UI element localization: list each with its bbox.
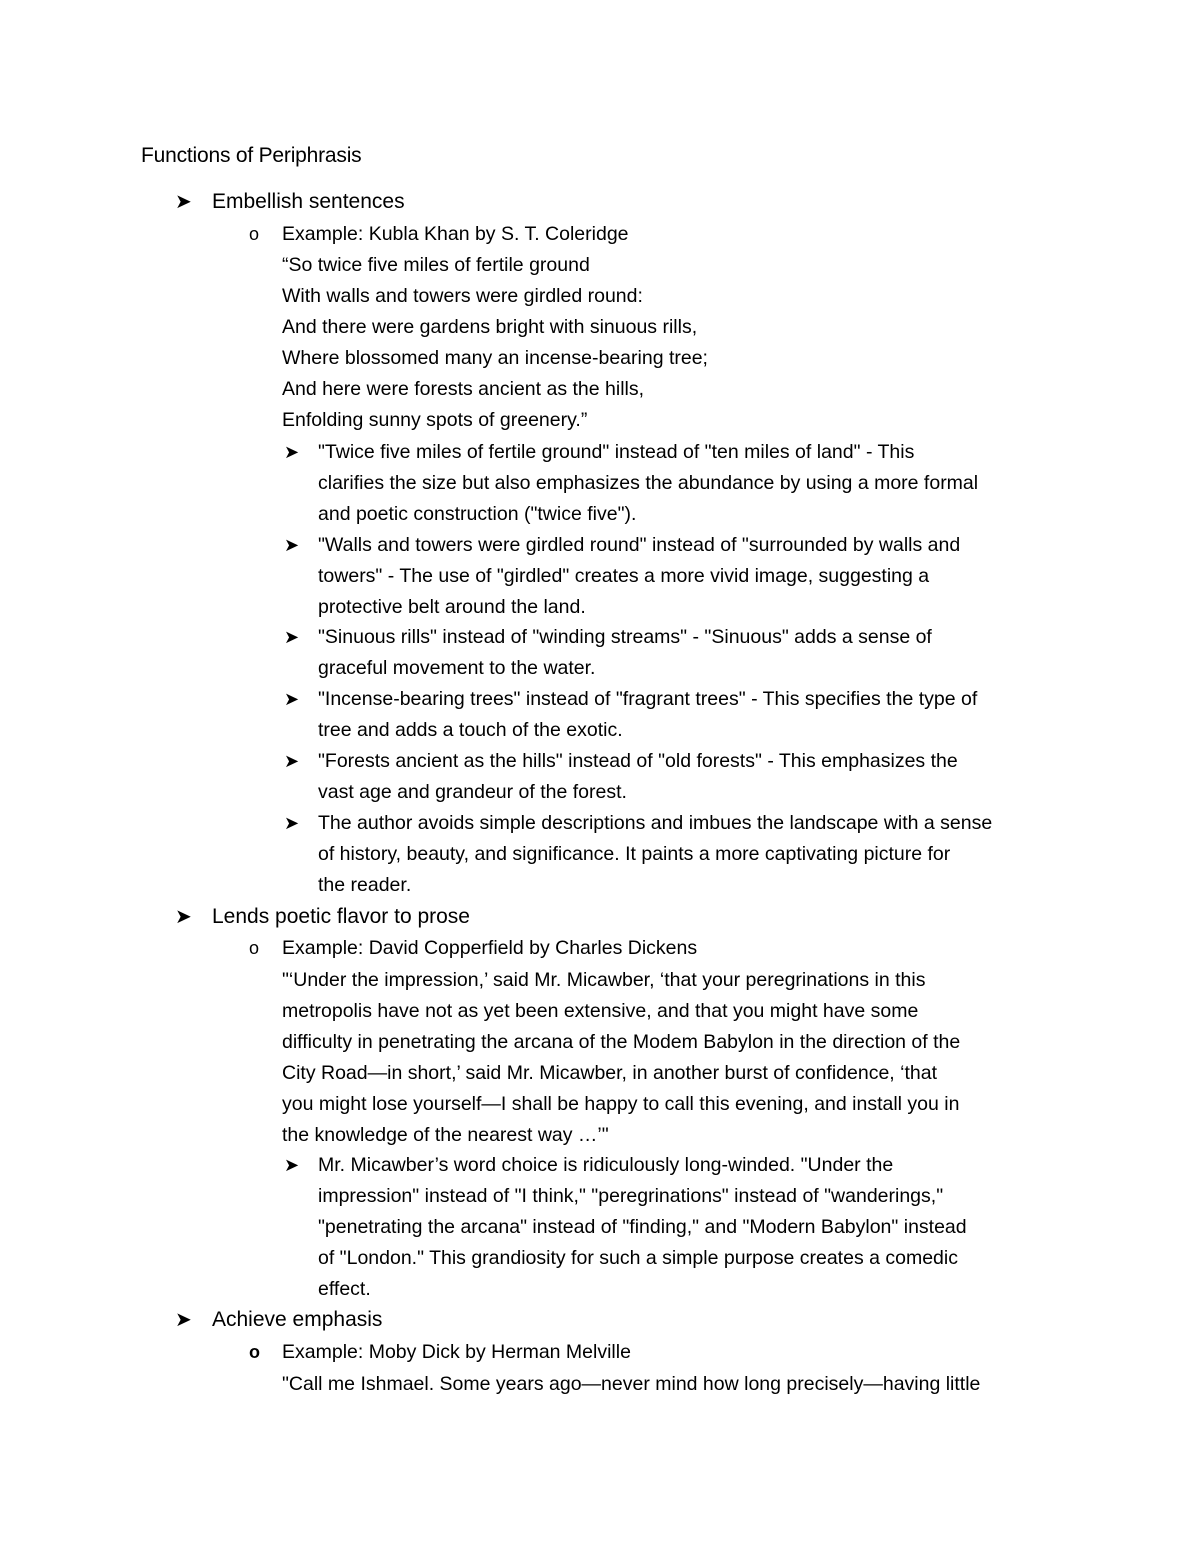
quote-line: the knowledge of the nearest way …’": [282, 1124, 609, 1146]
quote-line: Enfolding sunny spots of greenery.”: [282, 409, 588, 431]
example-item-david-copperfield: o Example: David Copperfield by Charles Dickens: [249, 933, 697, 964]
quote-line: metropolis have not as yet been extensive, and that you might have some: [282, 1000, 919, 1022]
arrowhead-bullet-icon: ➤: [284, 535, 300, 555]
arrowhead-bullet-icon: ➤: [284, 813, 300, 833]
analysis-note: ➤ The author avoids simple descriptions and imbues the landscape with a sense of history, beauty, and significance. It paints a more captivating picture for the reader.: [282, 808, 1072, 901]
page-title: Functions of Periphrasis: [141, 144, 362, 167]
quote-line: "Call me Ishmael. Some years ago—never mind how long precisely—having little: [282, 1373, 981, 1395]
quote-block-kubla-khan: [282, 250, 1072, 436]
arrowhead-bullet-icon: ➤: [284, 442, 300, 462]
quote-line: “So twice five miles of fertile ground: [282, 254, 590, 276]
circle-bullet-icon: o: [249, 224, 260, 244]
circle-bullet-icon: o: [249, 1342, 260, 1362]
quote-line: "‘Under the impression,’ said Mr. Micawber, ‘that your peregrinations in this: [282, 969, 926, 991]
analysis-note: ➤ "Forests ancient as the hills" instead of "old forests" - This emphasizes the vast age and grandeur of the forest.: [282, 746, 1072, 808]
circle-bullet-icon: o: [249, 938, 260, 958]
arrowhead-bullet-icon: ➤: [284, 751, 300, 771]
analysis-note: ➤ "Sinuous rills" instead of "winding streams" - "Sinuous" adds a sense of graceful movement to the water.: [282, 622, 1072, 684]
analysis-note: ➤ Mr. Micawber’s word choice is ridiculously long-winded. "Under the impression" instead of "I think," "peregrinations" instead of "wanderings," "penetrating the arcana" instead of "finding," and "Modern Babylon" instead of "London." This grandiosity for such a simple purpose creates a comedic effect.: [282, 1150, 1072, 1305]
quote-line: City Road—in short,’ said Mr. Micawber, in another burst of confidence, ‘that: [282, 1062, 938, 1084]
analysis-note: ➤ "Walls and towers were girdled round" instead of "surrounded by walls and towers" - The use of "girdled" creates a more vivid image, suggesting a protective belt around the land.: [282, 530, 1072, 623]
quote-line: difficulty in penetrating the arcana of the Modem Babylon in the direction of the: [282, 1031, 961, 1053]
quote-line: And here were forests ancient as the hills,: [282, 378, 645, 400]
quote-line: Where blossomed many an incense-bearing tree;: [282, 347, 708, 369]
example-item-kubla-khan: o Example: Kubla Khan by S. T. Coleridge: [249, 219, 629, 250]
arrowhead-bullet-icon: ➤: [284, 689, 300, 709]
arrowhead-bullet-icon: ➤: [175, 191, 192, 213]
arrowhead-bullet-icon: ➤: [175, 1309, 192, 1331]
analysis-note: ➤ "Twice five miles of fertile ground" instead of "ten miles of land" - This clarifies the size but also emphasizes the abundance by using a more formal and poetic construction ("twice five").: [282, 437, 1072, 530]
section-heading-emphasis: ➤ Achieve emphasis: [175, 1305, 382, 1335]
analysis-note: ➤ "Incense-bearing trees" instead of "fragrant trees" - This specifies the type of tree and adds a touch of the exotic.: [282, 684, 1072, 746]
section-heading-embellish: ➤ Embellish sentences: [175, 187, 405, 217]
quote-line: And there were gardens bright with sinuous rills,: [282, 316, 698, 338]
quote-line: With walls and towers were girdled round:: [282, 285, 643, 307]
arrowhead-bullet-icon: ➤: [175, 906, 192, 928]
quote-block-david-copperfield: [282, 965, 1072, 1151]
arrowhead-bullet-icon: ➤: [284, 627, 300, 647]
quote-block-moby-dick: [282, 1369, 1072, 1400]
section-heading-poetic-flavor: ➤ Lends poetic flavor to prose: [175, 902, 470, 932]
quote-line: you might lose yourself—I shall be happy to call this evening, and install you in: [282, 1093, 960, 1115]
arrowhead-bullet-icon: ➤: [284, 1155, 300, 1175]
example-item-moby-dick: o Example: Moby Dick by Herman Melville: [249, 1337, 631, 1368]
